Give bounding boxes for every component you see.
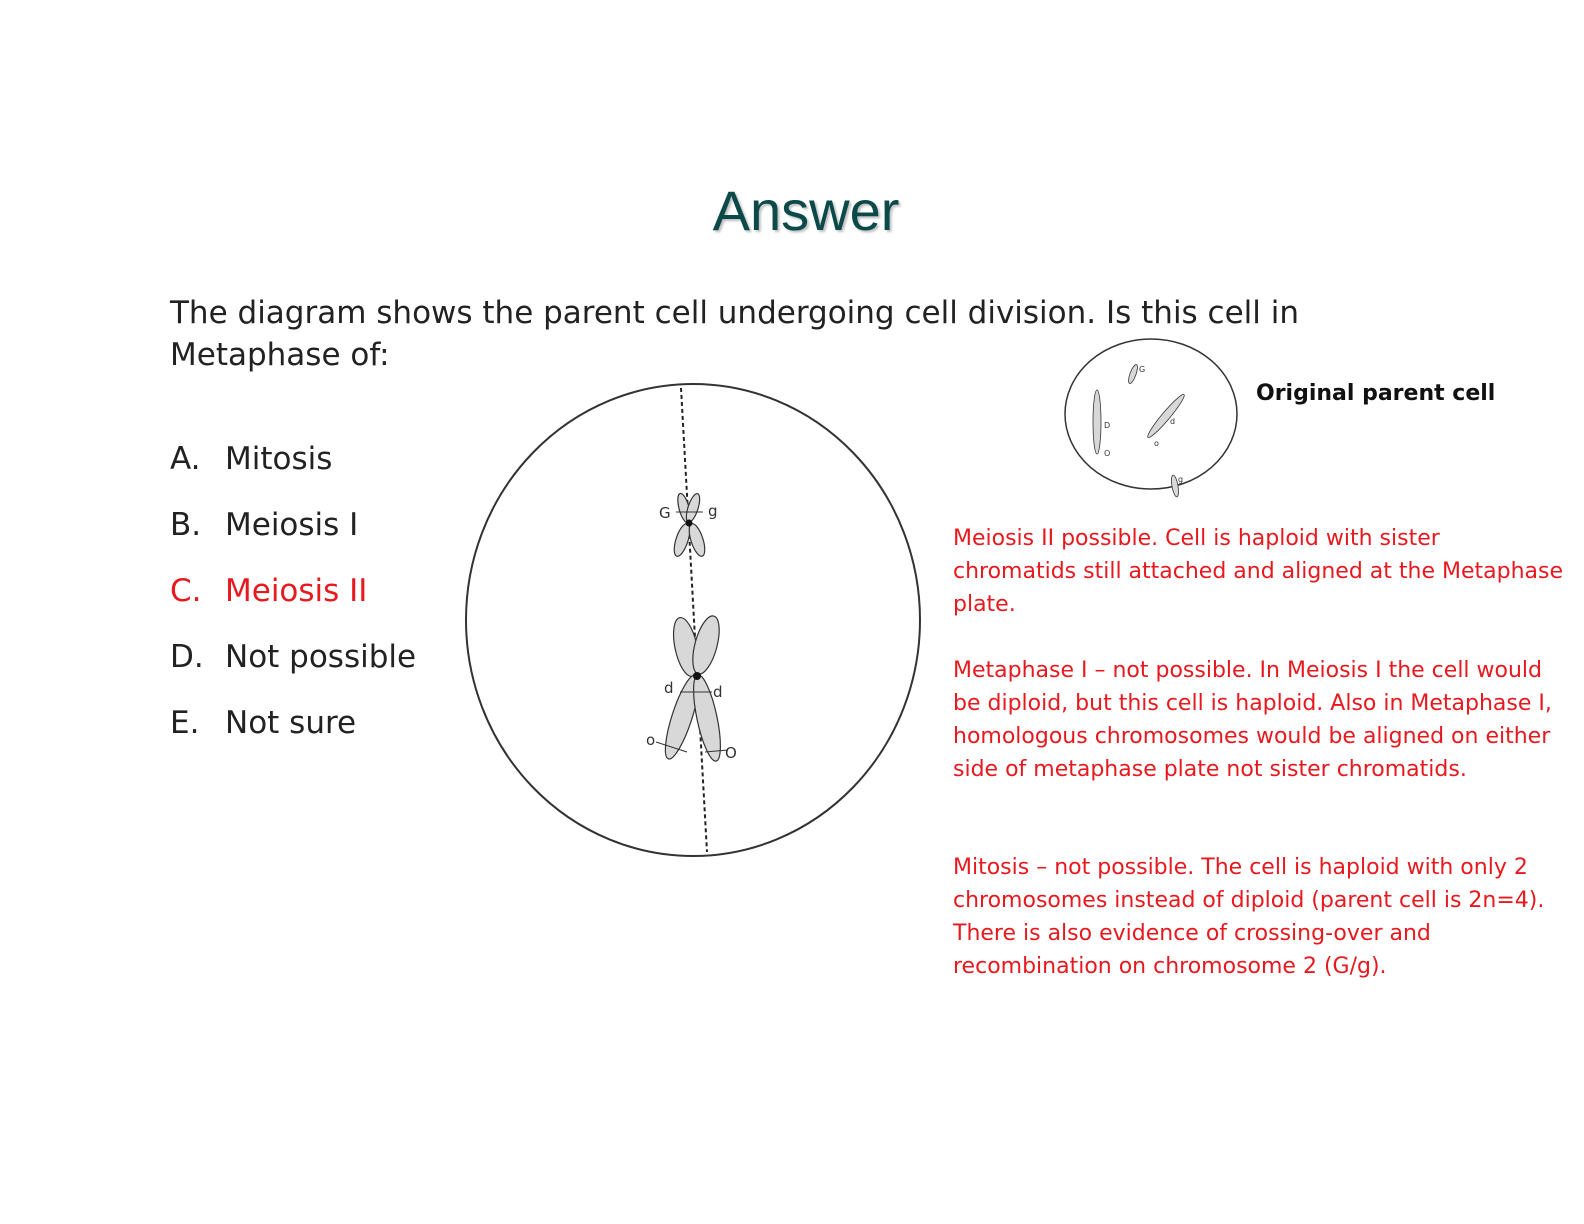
gene-label: G	[659, 504, 671, 522]
parent-gene-label: o	[1154, 439, 1159, 448]
parent-gene-label: D	[1104, 421, 1111, 430]
chromosome-2	[646, 613, 737, 763]
question-text: The diagram shows the parent cell undergoing cell division. Is this cell in Metaphase of:	[170, 295, 1300, 373]
option-letter: C.	[170, 573, 202, 609]
option-letter: D.	[170, 639, 204, 675]
option-label: Not sure	[225, 705, 357, 741]
parent-gene-label: g	[1178, 475, 1184, 484]
option-label: Not possible	[225, 639, 417, 675]
parent-cell	[1065, 339, 1237, 497]
centromere	[686, 520, 693, 527]
parent-gene-label: O	[1104, 449, 1111, 458]
option-letter: E.	[170, 705, 200, 741]
chromosome	[1127, 364, 1139, 385]
slide-title: Answer	[712, 179, 900, 242]
chromosome	[1145, 392, 1187, 440]
option-letter: A.	[170, 441, 201, 477]
gene-label: d	[713, 683, 723, 701]
option-label: Meiosis I	[225, 507, 359, 543]
chromosome	[1093, 390, 1101, 454]
gene-label: O	[725, 744, 737, 762]
parent-cell-membrane	[1065, 339, 1237, 489]
gene-label: g	[708, 502, 718, 520]
parent-gene-label: d	[1170, 417, 1176, 426]
option-label: Mitosis	[225, 441, 333, 477]
parent-cell-caption: Original parent cell	[1256, 381, 1496, 406]
centromere	[693, 672, 701, 680]
option-letter: B.	[170, 507, 202, 543]
gene-label: d	[664, 679, 674, 697]
explanation-meiosis-ii: Meiosis II possible. Cell is haploid with sister chromatids still attached and aligned at the Metaphase plate.	[953, 526, 1563, 617]
explanation-metaphase-i: Metaphase I – not possible. In Meiosis I the cell would be diploid, but this cell is haploid. Also in Metaphase I, homologous chromosomes would be aligned on either side of metaphase plate not sister chromatids.	[953, 658, 1552, 782]
dividing-cell	[466, 384, 920, 856]
gene-label: o	[646, 731, 656, 749]
explanation-mitosis: Mitosis – not possible. The cell is haploid with only 2 chromosomes instead of diploid (parent cell is 2n=4). There is also evidence of crossing-over and recombination on chromosome 2 (G/g).	[953, 855, 1545, 979]
parent-gene-label: G	[1139, 365, 1146, 374]
option-label: Meiosis II	[225, 573, 368, 609]
